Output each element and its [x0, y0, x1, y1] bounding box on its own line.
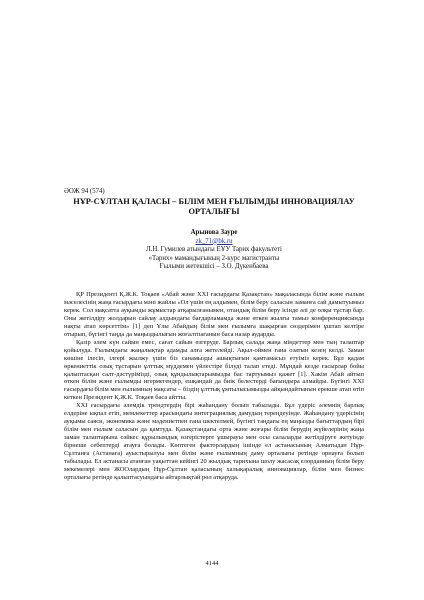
body-paragraph: XXI ғасырдағы әлемдік трендтердің бірі жаһандану болып табылады. Бұл үдеріс әлемнің барлық елдеріне ықпал етіп, мемлекеттер арасындағы интеграциялық дамудың тереңдеуінде. Жаһандану үдерісінің ауқымы саяси, экономика және мәдениетпен ғана шектелмей, бүгінгі таңдағы ең маңызды бағыттардың бірі білім мен ғылым саласын да қамтуда. Қазақстандағы орта және жоғары білім берудің жүйелерінің жаңа заман талаптарына сәйкес құрылымдық өзгерістерге ұшырауы мен осы салаларды жетілдіруге жетуінде бірнеше себептерді атауға болады. Көптеген факторлардың ішінде ел астанасының Алматыдан Нұр-Сұлтанға (Астанаға) ауыстырылуы мен білім және ғылымның даму орталығы ретінде орнауға болып табылады. Ел астанасы атанған уақыттан кейінгі 20 жылдық тарихына шолу жасасақ елордаиның білім беру мекемелері мен ЖООлардың Нұр-Сұлтан қаласының халықаралық инновациялар, білім мен бизнес орталығы ретінде қалыптасуындағы айтарлықтай рөл атқаруда.	[64, 402, 364, 481]
author-name: Арынова Зауре	[190, 229, 238, 236]
body-paragraph: ҚР Президенті Қ.Ж.К. Тоқаев «Абай және XXI ғасырдағы Қазақстан» мақаласында білім және ғылым мәселесінің жаңа ғасырдағы мәні жайлы «Ол үшін ең алдымен, білім беру саласын заманға сай дамытуымыз керек. Сол мақсатта ауқымды жұмыстар атқарылғанымен, отандық білім беру ісінде әлі де олқы тұстар бар. Оны жетілдіру жолдарын сайлау алдындағы бағдарламамда және өткен жылғы тамыз конференциясында нақты атап көрсеттім» [1] деп Ұлы Абайдың білім мен ғылымға шақырған сөздерімен ұштап келтіре отырып, бүгінгі таңда да маңыздылығын жоғалтпағанын баса назар аударды.	[64, 291, 364, 338]
page-number: 4144	[205, 560, 219, 567]
author-affiliation: Л.Н. Гумилев атындағы ЕҰУ Тарих факультеті	[146, 246, 282, 254]
author-supervisor: Ғылыми жетекшісі – З.О. Дүкенбаева	[159, 263, 269, 271]
article-title: НҰР-СҰЛТАН ҚАЛАСЫ – БІЛІМ МЕН ҒЫЛЫМДЫ ИННОВАЦИЯЛАУ ОРТАЛЫҒЫ	[73, 197, 355, 216]
udc-code: ӘОЖ 94 (574)	[64, 188, 105, 195]
body-paragraph: Қазір әлем күн сайын емес, сағат сайын өзгеруде. Барлық салада жаңа міндеттер мен тың талаптар қойылуда. Ғылымдағы жаңалықтар адамды алға жетелейді. Ақыл-оймен ғана озатын кезең келді. Заман көшіне ілесіп, ілгері жылжу үшін біз санамызды ашықтығын қамтамасыз етуіміз керек. Бұл қадам өркениеттік озық тұстарын ұлттық мүддемен үйлестіре білуді талап етеді. Мұндай кезде ғасырлар бойы қалыптасқан салт-дәстүрімізді, озық құндылықтарымызды бас тартуымыз қажет [1]. Хакім Абай айтып өткен білім және ғылымды игермегендер, ешқандай да биік белестерді бағындыра алмайды. Бүгінгі XXI ғасырдағы білім мен ғылымның мақсаты – біздің ұлттық ұмтылысымызды айқындайтынын ерекше атап өтіп кеткен Президент Қ.Ж.К. Тоқаев баса айтты.	[64, 338, 364, 402]
author-program: «Тарих» мамандығының 2-курс магистранты	[148, 254, 280, 262]
author-email-link[interactable]: zk_71@bk.ru	[195, 237, 233, 245]
author-block	[64, 229, 364, 272]
article-body	[64, 291, 364, 482]
